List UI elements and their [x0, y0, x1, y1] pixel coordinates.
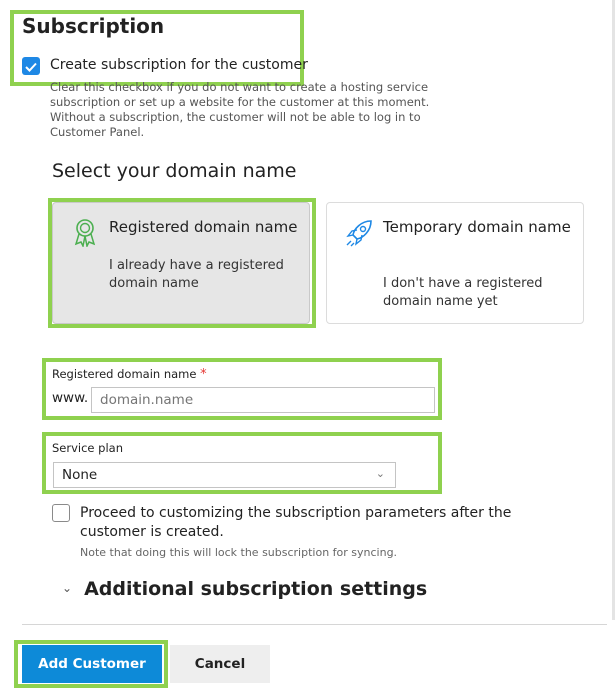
divider [22, 624, 607, 625]
create-subscription-checkbox[interactable] [22, 57, 40, 75]
rocket-icon [345, 217, 375, 251]
section-title: Subscription [22, 14, 165, 38]
service-plan-select[interactable] [53, 462, 396, 488]
temporary-card-title: Temporary domain name [383, 218, 571, 236]
domain-heading: Select your domain name [52, 160, 297, 182]
proceed-label[interactable]: Proceed to customizing the subscription parameters after the customer is created. [80, 505, 512, 540]
create-subscription-label[interactable]: Create subscription for the customer [50, 57, 308, 73]
registered-domain-card[interactable] [52, 202, 310, 324]
registered-card-title: Registered domain name [109, 218, 298, 236]
additional-settings-toggle[interactable] [62, 578, 427, 600]
service-plan-value: None [62, 467, 98, 483]
www-prefix: www. [52, 390, 89, 406]
domain-field-label-text: Registered domain name [52, 367, 197, 381]
registered-card-description: I already have a registered domain name [109, 258, 284, 291]
required-marker: * [200, 367, 207, 382]
subscription-help-text: Clear this checkbox if you do not want to create a hosting service subscription or set up a website for the customer at this moment. Without a subscription, the customer will not be able to log in to Customer Panel. [50, 80, 430, 139]
proceed-checkbox[interactable] [52, 504, 70, 522]
temporary-domain-card[interactable] [326, 202, 584, 324]
proceed-note: Note that doing this will lock the subscription for syncing. [80, 546, 398, 559]
domain-name-input[interactable] [91, 387, 435, 413]
domain-field-label [52, 367, 207, 382]
chevron-down-icon: ⌄ [62, 581, 73, 595]
chevron-down-icon: ⌄ [375, 467, 385, 480]
cancel-button[interactable]: Cancel [170, 645, 270, 683]
additional-settings-label: Additional subscription settings [84, 578, 428, 600]
add-customer-button[interactable]: Add Customer [22, 645, 162, 683]
temporary-card-description: I don't have a registered domain name yet [383, 276, 543, 309]
service-plan-label: Service plan [52, 441, 123, 455]
award-icon [71, 217, 99, 251]
check-icon [25, 57, 37, 76]
